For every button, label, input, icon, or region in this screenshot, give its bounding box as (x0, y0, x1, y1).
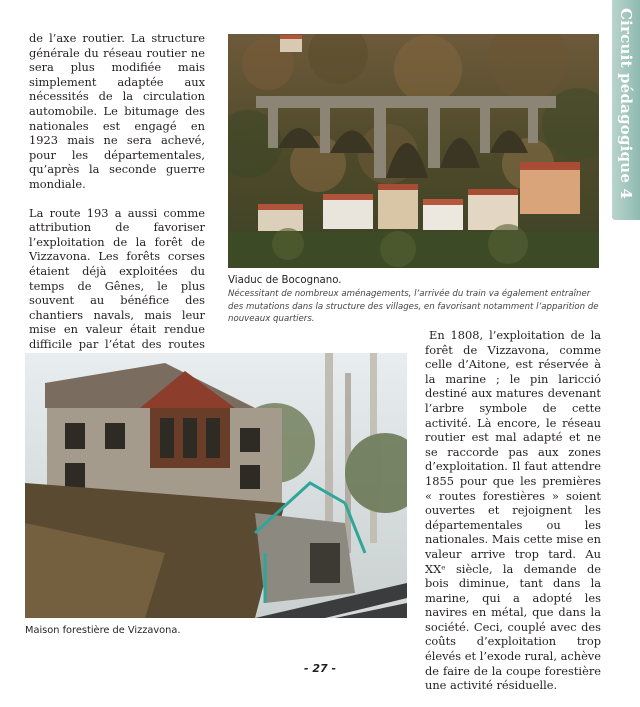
maison-caption: Maison forestière de Vizzavona. (25, 625, 181, 636)
viaduct-caption-title: Viaduc de Bocognano. (228, 275, 342, 286)
maison-forestiere-illustration (25, 353, 407, 618)
right-text-column (425, 328, 601, 707)
chapter-tab-label: Circuit pédagogique 4 (617, 8, 635, 200)
viaduct-photo (228, 34, 599, 268)
maison-forestiere-photo (25, 353, 407, 618)
page-number: - 27 - (303, 662, 337, 675)
viaduct-caption-text: Nécessitant de nombreux aménagements, l’arrivée du train va également entraîner des mutations dans la structure des villages, en favorisant notamment l’apparition de nouveaux quartiers. (228, 289, 599, 325)
left-paragraph-2: La route 193 a aussi comme attribution de favoriser l’exploitation de la forêt de Vizzavona. Les forêts corses étaient déjà exploitées du temps de Gênes, le plus souvent au bénéfice des chantiers navals, mais leur mise en valeur était rendue difficile par l’état des routes (29, 205, 205, 351)
viaduct-photo-illustration (228, 34, 599, 268)
left-paragraph-1: de l’axe routier. La structure générale du réseau routier ne sera plus modifiée mais simplement adaptée aux nécessités de la circulation automobile. Le bitumage des nationales est engagé en 1923 mais ne sera achevé, pour les départementales, qu’après la seconde guerre mondiale. (29, 31, 205, 191)
chapter-side-tab (612, 0, 640, 220)
right-paragraph-1: En 1808, l’exploitation de la forêt de Vizzavona, comme celle d’Aitone, est réservée à la marine ; le pin laricció destiné aux matures devenant l’arbre symbole de cette activité. Là encore, le réseau routier est mal adapté et ne se raccorde pas aux zones d’exploitation. Il faut attendre 1855 pour que les premières « routes forestières » soient ouvertes et rejoignent les départementales ou les nationales. Mais cette mise en valeur arrive trop tard. Au XXᵉ siècle, la demande de bois diminue, tant dans la marine, qui a adopté les navires en métal, que dans la société. Ceci, couplé avec des coûts d’exploitation trop élevés et l’exode rural, achève de faire de la coupe forestière une activité résiduelle. (425, 328, 601, 693)
